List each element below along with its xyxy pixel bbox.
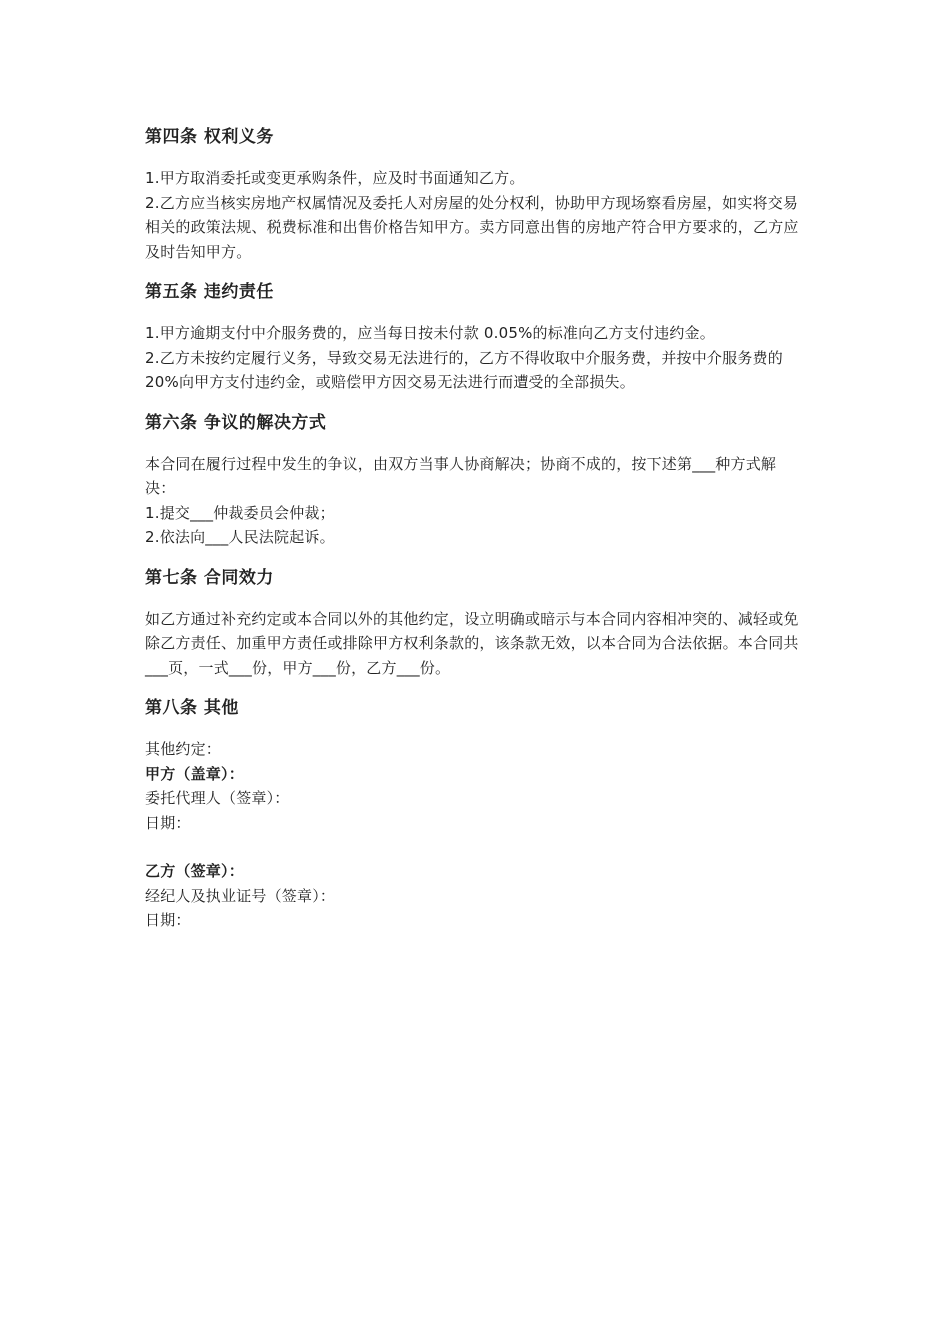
signature-block-party-a	[145, 762, 805, 836]
section-article-4	[145, 124, 805, 264]
party-a-date-field: 日期：	[145, 813, 191, 832]
paragraph: 1.提交___仲裁委员会仲裁；	[145, 503, 335, 522]
party-a-agent-field: 委托代理人（签章）：	[145, 789, 290, 807]
section-heading: 第四条 权利义务	[145, 127, 274, 147]
paragraph: 本合同在履行过程中发生的争议，由双方当事人协商解决；协商不成的，按下述第___种方式解决：	[145, 454, 777, 497]
paragraph: 1.甲方取消委托或变更承购条件，应及时书面通知乙方。	[145, 169, 525, 187]
contract-page	[145, 124, 805, 933]
paragraph: 2.乙方未按约定履行义务，导致交易无法进行的，乙方不得收取中介服务费，并按中介服务费的 20%向甲方支付违约金，或赔偿甲方因交易无法进行而遭受的全部损失。	[145, 348, 783, 391]
paragraph: 如乙方通过补充约定或本合同以外的其他约定，设立明确或暗示与本合同内容相冲突的、减轻或免除乙方责任、加重甲方责任或排除甲方权利条款的，该条款无效，以本合同为合法依据。本合同共___页，一式___份，甲方___份，乙方___份。	[145, 609, 799, 677]
section-article-8	[145, 695, 805, 933]
section-heading: 第七条 合同效力	[145, 567, 274, 588]
section-heading: 第五条 违约责任	[145, 282, 274, 302]
party-b-agent-field: 经纪人及执业证号（签章）：	[145, 886, 336, 905]
signature-block-party-b	[145, 859, 805, 933]
paragraph: 1.甲方逾期支付中介服务费的，应当每日按未付款 0.05%的标准向乙方支付违约金。	[145, 324, 715, 342]
party-b-title: 乙方（签章）：	[145, 862, 244, 880]
section-article-7	[145, 565, 805, 681]
paragraph: 2.乙方应当核实房地产权属情况及委托人对房屋的处分权利，协助甲方现场察看房屋，如实将交易相关的政策法规、税费标准和出售价格告知甲方。卖方同意出售的房地产符合甲方要求的，乙方应及时告知甲方。	[145, 193, 799, 261]
section-heading: 第六条 争议的解决方式	[145, 412, 327, 433]
party-b-date-field: 日期：	[145, 911, 191, 929]
paragraph: 其他约定：	[145, 740, 222, 758]
section-article-6	[145, 410, 805, 550]
party-a-title: 甲方（盖章）：	[145, 764, 244, 783]
section-article-5	[145, 279, 805, 395]
paragraph: 2.依法向___人民法院起诉。	[145, 528, 335, 546]
section-heading: 第八条 其他	[145, 698, 239, 718]
spacer	[145, 835, 805, 859]
